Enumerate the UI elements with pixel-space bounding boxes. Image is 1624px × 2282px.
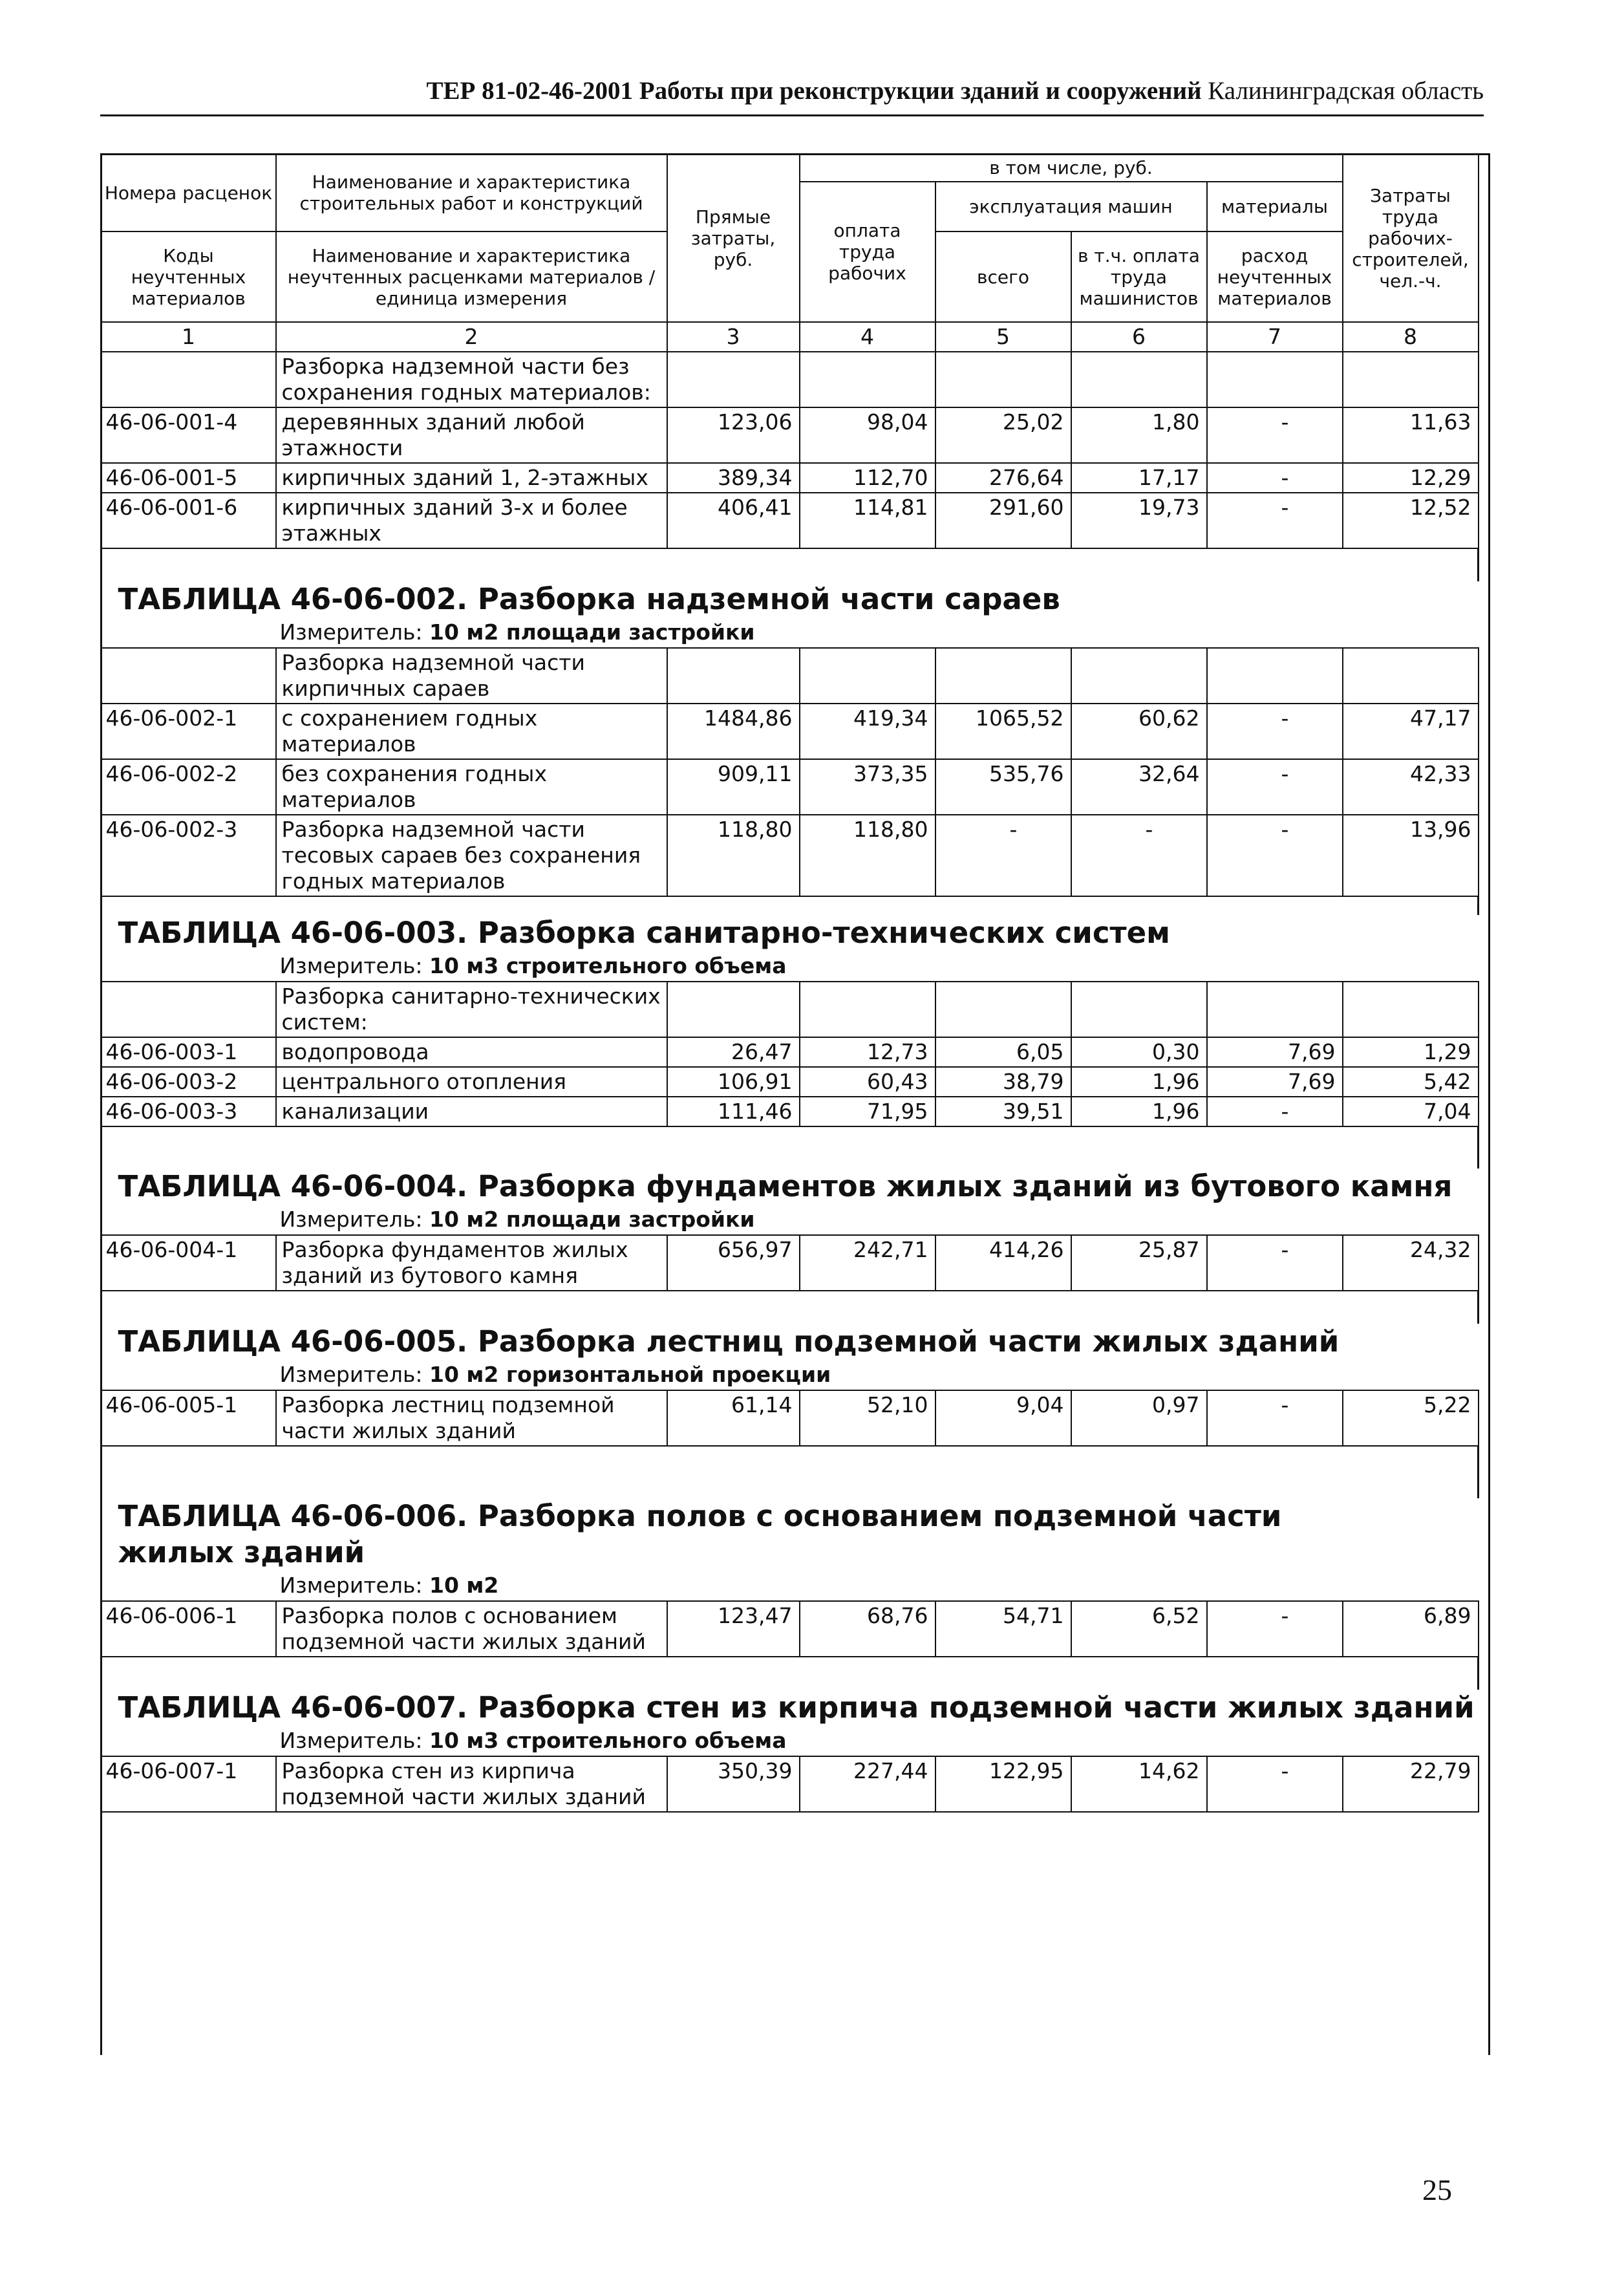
page-number: 25 [1422,2173,1452,2206]
direct-cost: 656,97 [667,1235,800,1291]
labor-cost: 71,95 [800,1097,935,1126]
machine-cost: 291,60 [935,493,1071,548]
labor-cost: 419,34 [800,704,935,759]
col-num-3: 3 [667,322,800,352]
header-vtch: в т.ч. оплата труда машинистов [1071,231,1207,322]
section-title-row [102,1324,1479,1360]
spacer-row [102,1446,1479,1498]
materials-cost: - [1207,463,1343,493]
labor-cost: 373,35 [800,759,935,815]
materials-cost: - [1207,1235,1343,1291]
header-vsego: всего [935,231,1071,322]
machine-cost: 9,04 [935,1390,1071,1446]
labor-cost: 52,10 [800,1390,935,1446]
header-rashod: расход неучтенных материалов [1207,231,1343,322]
labor-cost: 118,80 [800,815,935,896]
direct-cost: 123,06 [667,407,800,463]
rate-code: 46-06-005-1 [102,1390,276,1446]
machine-cost: 122,95 [935,1756,1071,1812]
labor-cost: 114,81 [800,493,935,548]
measure-label: Измеритель: [279,1362,429,1387]
materials-cost: - [1207,815,1343,896]
machine-cost: - [935,815,1071,896]
measure-row [102,1726,1479,1756]
direct-cost: 118,80 [667,815,800,896]
running-head [100,76,1484,116]
machine-cost: 25,02 [935,407,1071,463]
section-title-row [102,581,1479,618]
machinist-labor-cost: 17,17 [1071,463,1207,493]
machinist-labor-cost: 0,30 [1071,1037,1207,1067]
group-label: Разборка надземной части без сохранения годных материалов: [276,352,667,407]
materials-cost: - [1207,1390,1343,1446]
materials-cost: 7,69 [1207,1067,1343,1097]
measure-label: Измеритель: [279,953,429,978]
header-zatraty: Затраты труда рабочих-строителей, чел.-ч. [1343,154,1479,322]
labor-cost: 12,73 [800,1037,935,1067]
direct-cost: 909,11 [667,759,800,815]
table-row [102,1390,1479,1446]
materials-cost: - [1207,1097,1343,1126]
measure-row [102,951,1479,982]
running-head-region: Калининградская область [1201,77,1484,105]
machinist-labor-cost: 25,87 [1071,1235,1207,1291]
section-title: ТАБЛИЦА 46-06-003. Разборка санитарно-технических систем [118,916,1170,950]
labor-hours: 13,96 [1343,815,1479,896]
column-numbers-row [102,322,1479,352]
header-pryamye: Прямые затраты, руб. [667,154,800,322]
machine-cost: 535,76 [935,759,1071,815]
machinist-labor-cost: 1,96 [1071,1097,1207,1126]
machine-cost: 39,51 [935,1097,1071,1126]
rate-code: 46-06-002-2 [102,759,276,815]
labor-hours: 12,52 [1343,493,1479,548]
rate-name: центрального отопления [276,1067,667,1097]
table-row [102,1037,1479,1067]
labor-cost: 227,44 [800,1756,935,1812]
direct-cost: 350,39 [667,1756,800,1812]
rate-code: 46-06-002-1 [102,704,276,759]
table-row [102,1067,1479,1097]
header-ekspl: эксплуатация машин [935,182,1207,231]
labor-cost: 60,43 [800,1067,935,1097]
machine-cost: 414,26 [935,1235,1071,1291]
spacer-row [102,1657,1479,1690]
labor-hours: 22,79 [1343,1756,1479,1812]
rate-name: Разборка стен из кирпича подземной части жилых зданий [276,1756,667,1812]
rate-name: Разборка лестниц подземной части жилых зданий [276,1390,667,1446]
machinist-labor-cost: 6,52 [1071,1601,1207,1657]
machinist-labor-cost: - [1071,815,1207,896]
rate-code: 46-06-003-3 [102,1097,276,1126]
rate-code: 46-06-001-6 [102,493,276,548]
labor-hours: 47,17 [1343,704,1479,759]
measure-value: 10 м2 площади застройки [429,1207,755,1232]
direct-cost: 123,47 [667,1601,800,1657]
section-title-row [102,915,1479,951]
labor-cost: 98,04 [800,407,935,463]
rate-code: 46-06-002-3 [102,815,276,896]
materials-cost: - [1207,704,1343,759]
section-title-row [102,1168,1479,1205]
labor-hours: 7,04 [1343,1097,1479,1126]
spacer-row [102,896,1479,915]
col-num-1: 1 [102,322,276,352]
direct-cost: 389,34 [667,463,800,493]
machinist-labor-cost: 32,64 [1071,759,1207,815]
materials-cost: - [1207,407,1343,463]
table-row [102,407,1479,463]
labor-cost: 68,76 [800,1601,935,1657]
direct-cost: 61,14 [667,1390,800,1446]
rate-name: канализации [276,1097,667,1126]
measure-label: Измеритель: [279,1573,429,1598]
spacer-row [102,548,1479,581]
rate-code: 46-06-003-1 [102,1037,276,1067]
rate-code: 46-06-007-1 [102,1756,276,1812]
header-row-1 [102,154,1479,182]
section-title: ТАБЛИЦА 46-06-005. Разборка лестниц подземной части жилых зданий [118,1324,1340,1359]
machine-cost: 54,71 [935,1601,1071,1657]
machine-cost: 276,64 [935,463,1071,493]
rate-name: водопровода [276,1037,667,1067]
measure-row [102,1571,1479,1601]
group-label: Разборка надземной части кирпичных сараев [276,648,667,704]
rate-code: 46-06-004-1 [102,1235,276,1291]
rate-name: Разборка полов с основанием подземной части жилых зданий [276,1601,667,1657]
measure-value: 10 м3 строительного объема [429,953,787,978]
rate-name: деревянных зданий любой этажности [276,407,667,463]
section-title: ТАБЛИЦА 46-06-007. Разборка стен из кирпича подземной части жилых зданий [118,1690,1475,1725]
labor-hours: 24,32 [1343,1235,1479,1291]
direct-cost: 26,47 [667,1037,800,1067]
labor-hours: 11,63 [1343,407,1479,463]
measure-label: Измеритель: [279,1207,429,1232]
section-title-row [102,1498,1479,1571]
running-head-title: ТЕР 81-02-46-2001 Работы при реконструкции зданий и сооружений [426,77,1202,105]
header-nomera: Номера расценок [102,154,276,231]
rates-table [100,153,1479,1813]
table-row [102,493,1479,548]
spacer-row [102,1126,1479,1168]
table-row [102,1097,1479,1126]
section-title: ТАБЛИЦА 46-06-004. Разборка фундаментов жилых зданий из бутового камня [118,1169,1453,1203]
rate-code: 46-06-001-5 [102,463,276,493]
table-row [102,463,1479,493]
materials-cost: - [1207,759,1343,815]
direct-cost: 111,46 [667,1097,800,1126]
table-row [102,704,1479,759]
materials-cost: - [1207,493,1343,548]
table-row [102,1235,1479,1291]
labor-cost: 112,70 [800,463,935,493]
materials-cost: - [1207,1601,1343,1657]
machinist-labor-cost: 60,62 [1071,704,1207,759]
rate-name: кирпичных зданий 3-х и более этажных [276,493,667,548]
measure-row [102,1360,1479,1390]
rate-name: Разборка фундаментов жилых зданий из бутового камня [276,1235,667,1291]
group-row [102,982,1479,1037]
header-v-tom-chisle: в том числе, руб. [800,154,1343,182]
rate-name: с сохранением годных материалов [276,704,667,759]
group-label: Разборка санитарно-технических систем: [276,982,667,1037]
machine-cost: 6,05 [935,1037,1071,1067]
header-naimenovanie-mat: Наименование и характеристика неучтенных расценками материалов / единица измерения [276,231,667,322]
section-title: ТАБЛИЦА 46-06-002. Разборка надземной части сараев [118,582,1060,616]
measure-label: Измеритель: [279,619,429,645]
labor-hours: 5,22 [1343,1390,1479,1446]
rate-name: Разборка надземной части тесовых сараев без сохранения годных материалов [276,815,667,896]
machinist-labor-cost: 0,97 [1071,1390,1207,1446]
labor-hours: 5,42 [1343,1067,1479,1097]
measure-value: 10 м2 [429,1573,499,1598]
measure-label: Измеритель: [279,1728,429,1753]
direct-cost: 106,91 [667,1067,800,1097]
rate-code: 46-06-001-4 [102,407,276,463]
table-row [102,815,1479,896]
section-title: ТАБЛИЦА 46-06-006. Разборка полов с основанием подземной части жилых зданий [118,1499,1282,1569]
labor-hours: 1,29 [1343,1037,1479,1067]
materials-cost: - [1207,1756,1343,1812]
labor-hours: 12,29 [1343,463,1479,493]
col-num-5: 5 [935,322,1071,352]
table-row [102,759,1479,815]
col-num-2: 2 [276,322,667,352]
col-num-7: 7 [1207,322,1343,352]
table-row [102,1601,1479,1657]
measure-value: 10 м2 горизонтальной проекции [429,1362,831,1387]
rate-code: 46-06-006-1 [102,1601,276,1657]
materials-cost: 7,69 [1207,1037,1343,1067]
machinist-labor-cost: 19,73 [1071,493,1207,548]
header-naimenovanie: Наименование и характеристика строительных работ и конструкций [276,154,667,231]
measure-row [102,1205,1479,1235]
measure-value: 10 м3 строительного объема [429,1728,787,1753]
machinist-labor-cost: 14,62 [1071,1756,1207,1812]
rate-code: 46-06-003-2 [102,1067,276,1097]
direct-cost: 406,41 [667,493,800,548]
header-materialy: материалы [1207,182,1343,231]
labor-hours: 42,33 [1343,759,1479,815]
machinist-labor-cost: 1,96 [1071,1067,1207,1097]
table-row [102,1756,1479,1812]
measure-row [102,618,1479,648]
machinist-labor-cost: 1,80 [1071,407,1207,463]
rate-name: кирпичных зданий 1, 2-этажных [276,463,667,493]
labor-cost: 242,71 [800,1235,935,1291]
col-num-8: 8 [1343,322,1479,352]
group-row [102,352,1479,407]
group-row [102,648,1479,704]
header-kody: Коды неучтенных материалов [102,231,276,322]
col-num-4: 4 [800,322,935,352]
labor-hours: 6,89 [1343,1601,1479,1657]
machine-cost: 1065,52 [935,704,1071,759]
spacer-row [102,1291,1479,1324]
direct-cost: 1484,86 [667,704,800,759]
header-oplata: оплата труда рабочих [800,182,935,322]
section-title-row [102,1690,1479,1726]
col-num-6: 6 [1071,322,1207,352]
measure-value: 10 м2 площади застройки [429,619,755,645]
machine-cost: 38,79 [935,1067,1071,1097]
rate-name: без сохранения годных материалов [276,759,667,815]
